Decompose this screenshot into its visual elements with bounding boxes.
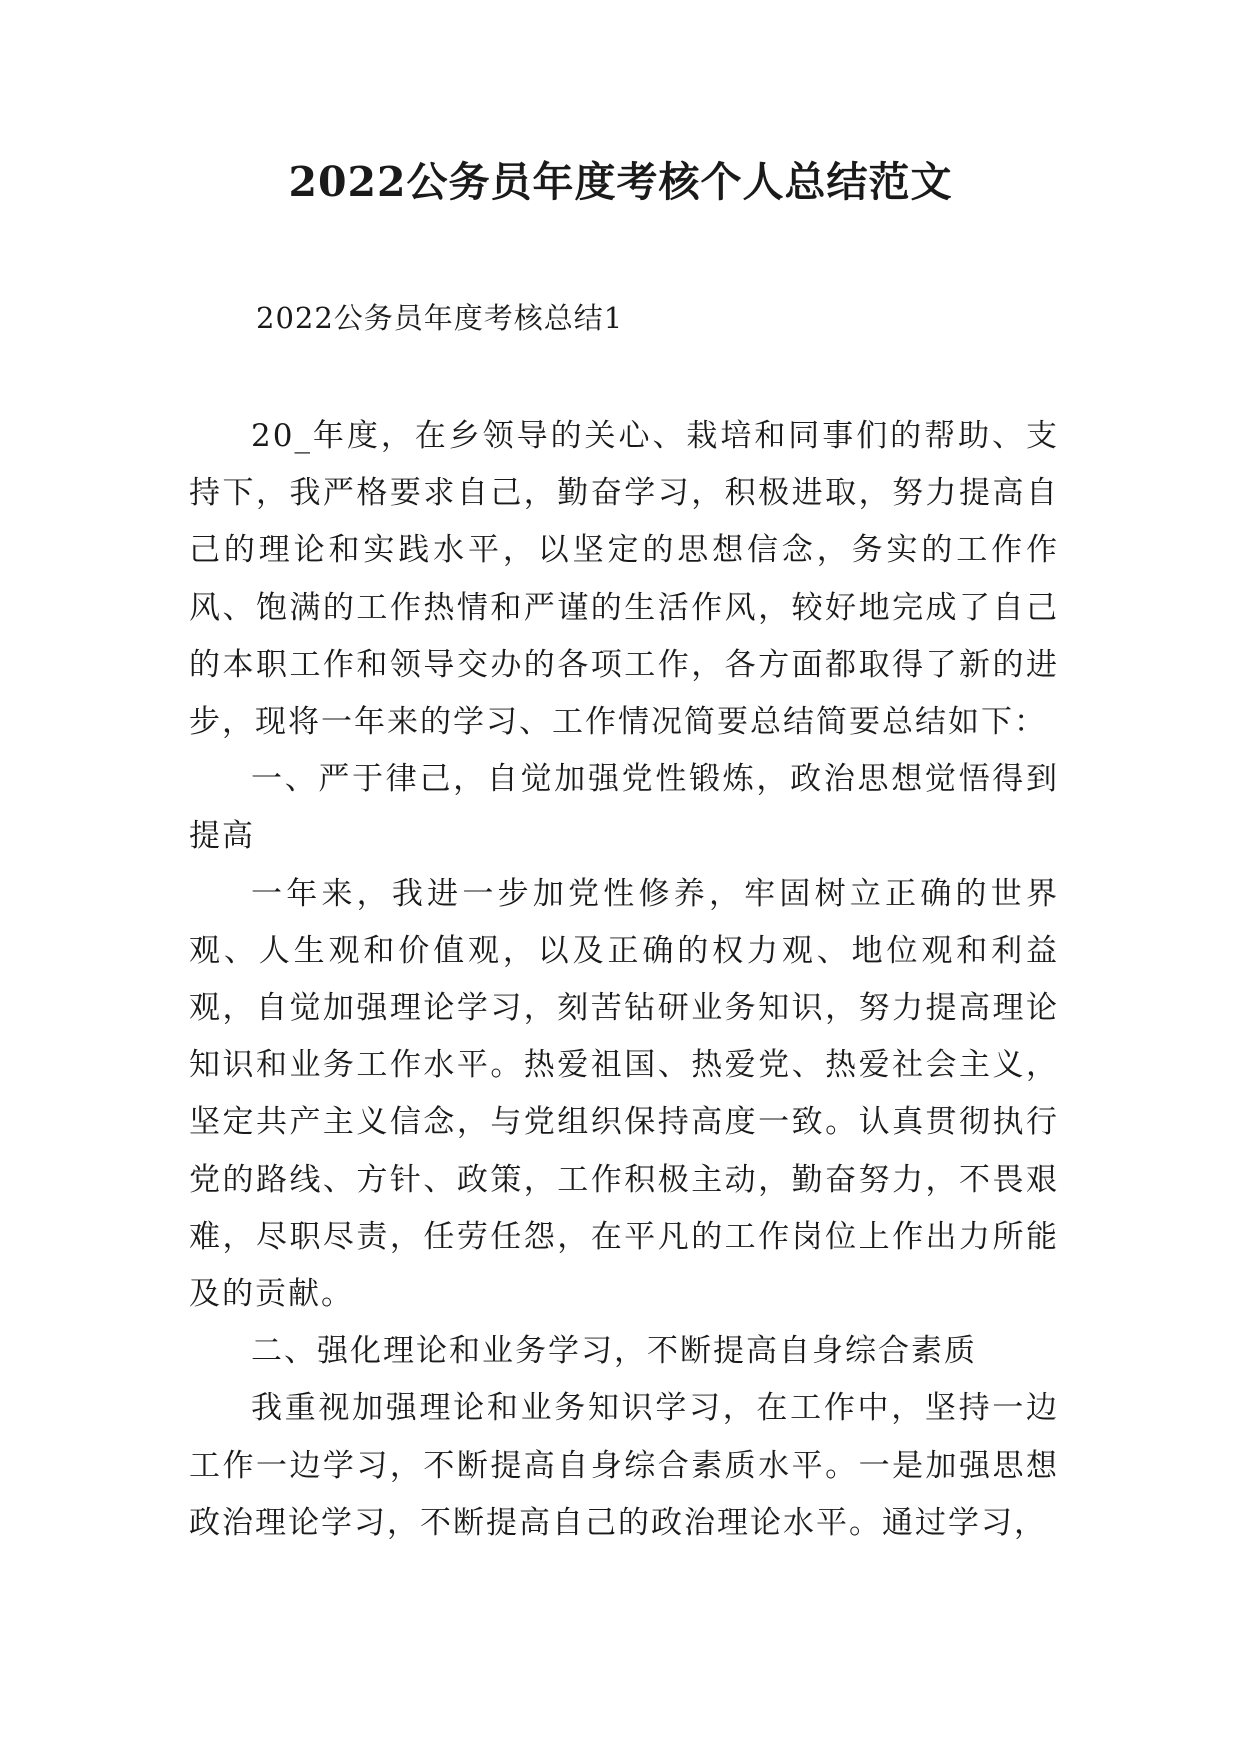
document-body	[189, 408, 1059, 1552]
document-title: 2022公务员年度考核个人总结范文	[288, 158, 953, 206]
heading-section-2: 二、强化理论和业务学习，不断提高自身综合素质	[251, 1333, 977, 1370]
paragraph-section-1: 一年来，我进一步加党性修养，牢固树立正确的世界观、人生观和价值观，以及正确的权力观、地位观和利益观，自觉加强理论学习，刻苦钻研业务知识，努力提高理论知识和业务工作水平。热爱祖国、热爱党、热爱社会主义，坚定共产主义信念，与党组织保持高度一致。认真贯彻执行党的路线、方针、政策，工作积极主动，勤奋努力，不畏艰难，尽职尽责，任劳任怨，在平凡的工作岗位上作出力所能及的贡献。	[189, 875, 1059, 1313]
heading-section-1: 一、严于律己，自觉加强党性锻炼，政治思想觉悟得到提高	[189, 761, 1059, 855]
paragraph-intro: 20_年度，在乡领导的关心、栽培和同事们的帮助、支持下，我严格要求自己，勤奋学习，积极进取，努力提高自己的理论和实践水平，以坚定的思想信念，务实的工作作风、饱满的工作热情和严谨的生活作风，较好地完成了自己的本职工作和领导交办的各项工作，各方面都取得了新的进步，现将一年来的学习、工作情况简要总结简要总结如下：	[189, 418, 1059, 741]
section-subtitle: 2022公务员年度考核总结1	[256, 301, 624, 335]
paragraph-section-2: 我重视加强理论和业务知识学习，在工作中，坚持一边工作一边学习，不断提高自身综合素质水平。一是加强思想政治理论学习，不断提高自己的政治理论水平。通过学习，	[189, 1390, 1059, 1541]
